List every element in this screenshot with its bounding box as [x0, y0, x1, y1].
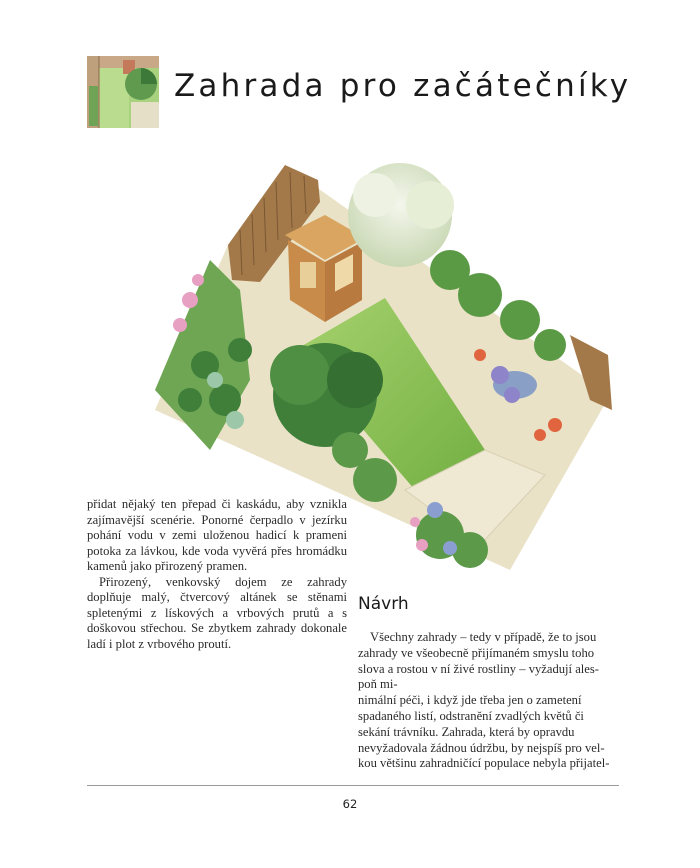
paragraph: přidat nějaký ten přepad či kaskádu, aby vznikla zajímavější scenérie. Ponorné čerpadlo v jezírku pohání vodu v zemi uloženou hadicí k prameni potoka za lávkou, kde voda vyvěrá přes hromádku kamenů jako přirozený pramen. [87, 497, 347, 573]
text-line: kou většinu zahradničící populace nebyla přijatel- [358, 756, 610, 771]
text-line: nimální péči, i když jde třeba jen o zametení [358, 693, 582, 708]
left-text-column [87, 497, 347, 652]
text-line: spadaného listí, odstranění zvadlých květů či [358, 708, 584, 723]
text-line: poň mi- [358, 677, 398, 692]
footer-rule [87, 785, 619, 786]
text-line: nevyžadovala žádnou údržbu, by nejspíš pro vel- [358, 740, 605, 755]
text-line: sekání trávníku. Zahrada, která by opravdu [358, 724, 575, 739]
paragraph: Přirozený, venkovský dojem ze zahrady doplňuje malý, čtvercový altánek se stěnami spletenými z lískových a vrbových prutů a s doškovou střechou. Se zbytkem zahrady dokonale ladí i plot z vrbového proutí. [87, 574, 347, 651]
page-title: Zahrada pro začátečníky [174, 68, 632, 104]
text-line: slova a rostou v ní živé rostliny – vyžadují ales- [358, 661, 599, 676]
page-number: 62 [342, 797, 358, 811]
text-line: Všechny zahrady – tedy v případě, že to jsou [370, 630, 597, 644]
text-line: zahrady ve všeobecně přijímaném smyslu toho [358, 645, 595, 660]
garden-plan-thumbnail [87, 56, 159, 128]
section-heading: Návrh [358, 594, 409, 614]
right-text-column [358, 630, 614, 772]
